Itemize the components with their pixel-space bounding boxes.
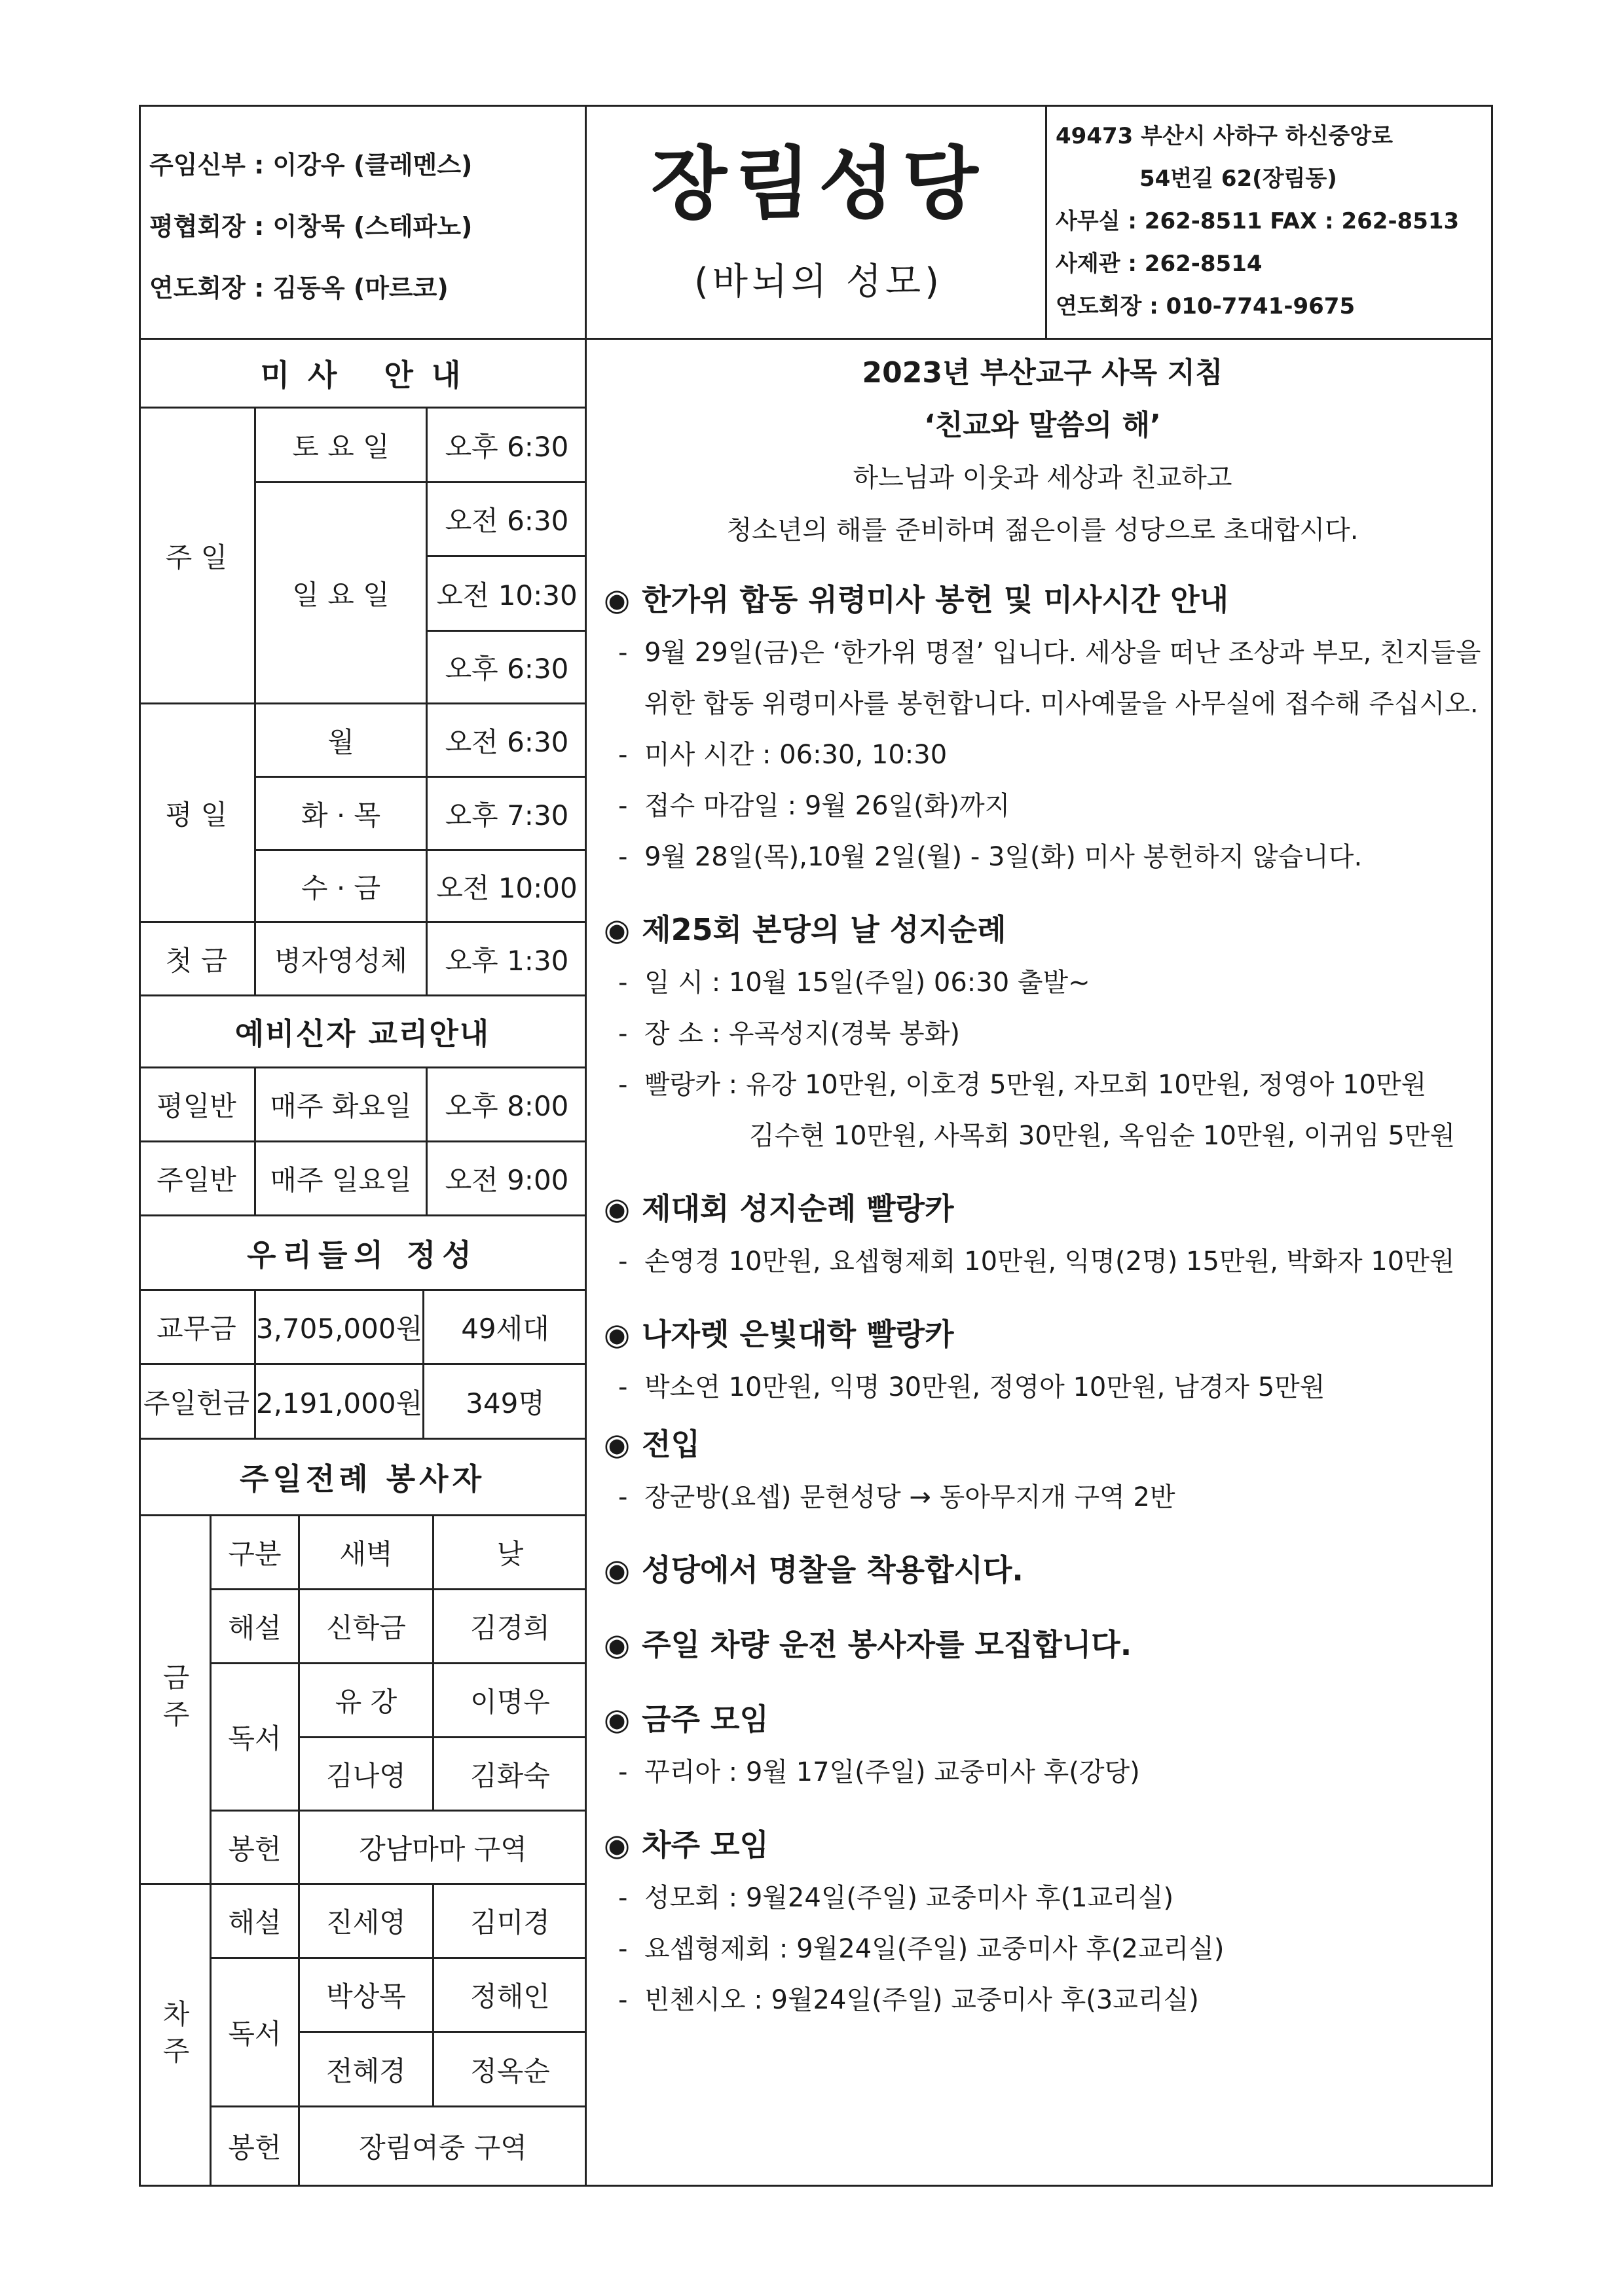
- saturday-time: 오후 6:30: [445, 430, 569, 463]
- section-heading: ◉ 금주 모임: [604, 1692, 1481, 1747]
- tw-commentary-dawn: 신학금: [326, 1612, 406, 1644]
- staff-memorial: 연도회장 : 김동옥 (마르코): [149, 274, 449, 302]
- sunday-time: 오후 6:30: [445, 653, 569, 685]
- weekday-day: 수 · 금: [301, 871, 381, 904]
- catechism-label: 주일반: [157, 1164, 236, 1196]
- section-heading: ◉ 제25회 본당의 날 성지순례: [604, 902, 1481, 957]
- tw-offering-value: 강남마마 구역: [359, 1832, 527, 1865]
- offering-label: 주일헌금: [143, 1387, 250, 1419]
- bullet-icon: ◉: [604, 1191, 631, 1226]
- memorial-phone: 연도회장 : 010-7741-9675: [1056, 293, 1356, 319]
- nw-offering-value: 장림여중 구역: [359, 2132, 527, 2164]
- tw-offering-label: 봉헌: [228, 1832, 282, 1865]
- section-chuseok: [604, 572, 1481, 883]
- list-item: - 박소연 10만원, 익명 30만원, 정영아 10만원, 남경자 5만원: [618, 1372, 1325, 1402]
- list-item: - 장군방(요셉) 문현성당 → 동아무지개 구역 2반: [618, 1482, 1175, 1512]
- bullet-icon: ◉: [604, 1427, 631, 1462]
- list-item: - 요셉형제회 : 9월24일(주일) 교중미사 후(2교리실): [618, 1934, 1225, 1964]
- nw-commentary-day: 김미경: [470, 1906, 550, 1939]
- list-item: - 성모회 : 9월24일(주일) 교중미사 후(1교리실): [618, 1883, 1174, 1913]
- list-item: - 일 시 : 10월 15일(주일) 06:30 출발~: [618, 968, 1090, 998]
- section-heading: ◉ 주일 차량 운전 봉사자를 모집합니다.: [604, 1617, 1481, 1672]
- tw-reading-day: 김화숙: [470, 1759, 550, 1792]
- list-item-continuation: 김수현 10만원, 사목회 30만원, 옥임순 10만원, 이귀임 5만원: [749, 1121, 1456, 1151]
- tw-reading-dawn: 김나영: [326, 1759, 406, 1792]
- pastoral-motto: ‘친교와 말씀의 해’: [924, 409, 1161, 442]
- section-heading: ◉ 나자렛 은빛대학 빨랑카: [604, 1307, 1481, 1362]
- offering-label: 교무금: [157, 1313, 236, 1345]
- bullet-icon: ◉: [604, 1552, 631, 1588]
- mass-title: 미 사 안 내: [260, 357, 465, 393]
- nw-commentary-label: 해설: [228, 1906, 282, 1939]
- offering-title: 우리들의 정성: [247, 1237, 478, 1273]
- weekday-label: 평 일: [165, 798, 228, 831]
- next-week-text: 차주: [158, 1999, 191, 2073]
- nw-reading-dawn: 전혜경: [326, 2054, 406, 2087]
- tw-reading-label: 독서: [228, 1722, 282, 1755]
- catechism-day: 매주 일요일: [270, 1164, 412, 1196]
- sunday-time: 오전 10:30: [436, 579, 578, 611]
- list-item: - 꾸리아 : 9월 17일(주일) 교중미사 후(강당): [618, 1757, 1140, 1787]
- list-item: - 접수 마감일 : 9월 26일(화)까지: [618, 791, 1010, 821]
- this-week-label: [139, 1516, 210, 1883]
- list-item: - 손영경 10만원, 요셉형제회 10만원, 익명(2명) 15만원, 박화자 10만원: [618, 1247, 1455, 1277]
- weekday-day: 화 · 목: [301, 799, 381, 831]
- section-heading: ◉ 전입: [604, 1417, 1481, 1472]
- bullet-icon: ◉: [604, 1702, 631, 1737]
- nw-commentary-dawn: 진세영: [326, 1906, 406, 1939]
- section-transfer-in: [604, 1417, 1481, 1523]
- list-item: - 장 소 : 우곡성지(경북 봉화): [618, 1019, 960, 1049]
- servers-head-type: 구분: [228, 1538, 282, 1570]
- first-friday-desc: 병자영성체: [274, 944, 407, 977]
- section-pilgrimage: [604, 902, 1481, 1161]
- section-heading: ◉ 차주 모임: [604, 1817, 1481, 1872]
- tw-commentary-day: 김경희: [470, 1612, 550, 1644]
- address-line1: 49473 부산시 사하구 하신중앙로: [1056, 123, 1393, 149]
- weekday-time: 오전 10:00: [436, 871, 578, 904]
- first-friday-label: 첫 금: [165, 944, 228, 977]
- address-line2: 54번길 62(장림동): [1139, 166, 1337, 192]
- staff-pastor: 주임신부 : 이강우 (클레멘스): [149, 151, 473, 179]
- section-silver-college: [604, 1307, 1481, 1413]
- offering-count: 349명: [466, 1387, 545, 1419]
- saturday-label: 토 요 일: [292, 430, 390, 463]
- offering-amount: 3,705,000원: [255, 1313, 423, 1345]
- announcements: [604, 347, 1481, 2026]
- bullet-icon: ◉: [604, 912, 631, 947]
- servers-title: 주일전례 봉사자: [239, 1461, 486, 1497]
- staff-council: 평협회장 : 이창묵 (스테파노): [149, 212, 473, 241]
- section-heading: ◉ 성당에서 명찰을 착용합시다.: [604, 1542, 1481, 1597]
- catechism-time: 오후 8:00: [445, 1090, 569, 1122]
- bullet-icon: ◉: [604, 1317, 631, 1352]
- weekday-time: 오전 6:30: [445, 725, 569, 758]
- catechism-day: 매주 화요일: [270, 1090, 412, 1122]
- tw-reading-day: 이명우: [470, 1686, 550, 1718]
- sunday-label: 주 일: [165, 541, 228, 574]
- pastoral-line: 하느님과 이웃과 세상과 친교하고: [853, 463, 1232, 493]
- sunday-time: 오전 6:30: [445, 505, 569, 537]
- header-staff: [149, 134, 472, 319]
- bullet-icon: ◉: [604, 1827, 631, 1863]
- offering-amount: 2,191,000원: [255, 1387, 423, 1419]
- list-item: - 9월 28일(목),10월 2일(월) - 3일(화) 미사 봉헌하지 않습니다.: [618, 842, 1363, 872]
- next-week-label: [139, 1885, 210, 2187]
- nw-reading-dawn: 박상목: [326, 1980, 406, 2013]
- list-item: - 빨랑카 : 유강 10만원, 이호경 5만원, 자모회 10만원, 정영아 10만원: [618, 1070, 1427, 1100]
- section-heading: ◉ 한가위 합동 위령미사 봉헌 및 미사시간 안내: [604, 572, 1481, 627]
- header-contact: [1056, 115, 1459, 328]
- section-heading: ◉ 제대회 성지순례 빨랑카: [604, 1181, 1481, 1236]
- bullet-icon: ◉: [604, 582, 631, 617]
- bullet-icon: ◉: [604, 1627, 631, 1662]
- list-item: - 빈첸시오 : 9월24일(주일) 교중미사 후(3교리실): [618, 1985, 1199, 2015]
- first-friday-time: 오후 1:30: [445, 944, 569, 977]
- church-name: 장림성당: [651, 139, 986, 230]
- office-phone: 사무실 : 262-8511 FAX : 262-8513: [1056, 208, 1460, 234]
- section-altar-society: [604, 1181, 1481, 1287]
- pastoral-title: 2023년 부산교구 사목 지침: [862, 356, 1223, 390]
- servers-head-day: 낮: [496, 1538, 524, 1570]
- this-week-text: 금주: [158, 1663, 191, 1736]
- servers-head-dawn: 새벽: [339, 1538, 393, 1570]
- section-this-week-meetings: [604, 1692, 1481, 1798]
- sunday-day-label: 일 요 일: [292, 578, 390, 611]
- rectory-phone: 사제관 : 262-8514: [1056, 251, 1263, 277]
- section-next-week-meetings: [604, 1817, 1481, 2026]
- list-item: - 미사 시간 : 06:30, 10:30: [618, 740, 948, 770]
- nw-reading-label: 독서: [228, 2018, 282, 2050]
- church-patron: (바뇌의 성모): [694, 261, 943, 303]
- section-nametag: [604, 1542, 1481, 1597]
- nw-reading-day: 정해인: [470, 1980, 550, 2013]
- offering-count: 49세대: [461, 1313, 549, 1345]
- weekday-day: 월: [327, 725, 354, 758]
- list-item: - 9월 29일(금)은 ‘한가위 명절’ 입니다. 세상을 떠난 조상과 부모, 친지들을 위한 합동 위령미사를 봉헌합니다. 미사예물을 사무실에 접수해 주십시오.: [618, 638, 1481, 719]
- tw-reading-dawn: 유 강: [335, 1686, 397, 1718]
- tw-commentary-label: 해설: [228, 1612, 282, 1644]
- nw-reading-day: 정옥순: [470, 2054, 550, 2087]
- catechism-time: 오전 9:00: [445, 1164, 569, 1196]
- weekday-time: 오후 7:30: [445, 799, 569, 831]
- catechism-label: 평일반: [157, 1090, 236, 1122]
- pastoral-line: 청소년의 해를 준비하며 젊은이를 성당으로 초대합시다.: [726, 515, 1359, 545]
- catechism-title: 예비신자 교리안내: [234, 1015, 490, 1051]
- section-drivers: [604, 1617, 1481, 1672]
- nw-offering-label: 봉헌: [228, 2132, 282, 2164]
